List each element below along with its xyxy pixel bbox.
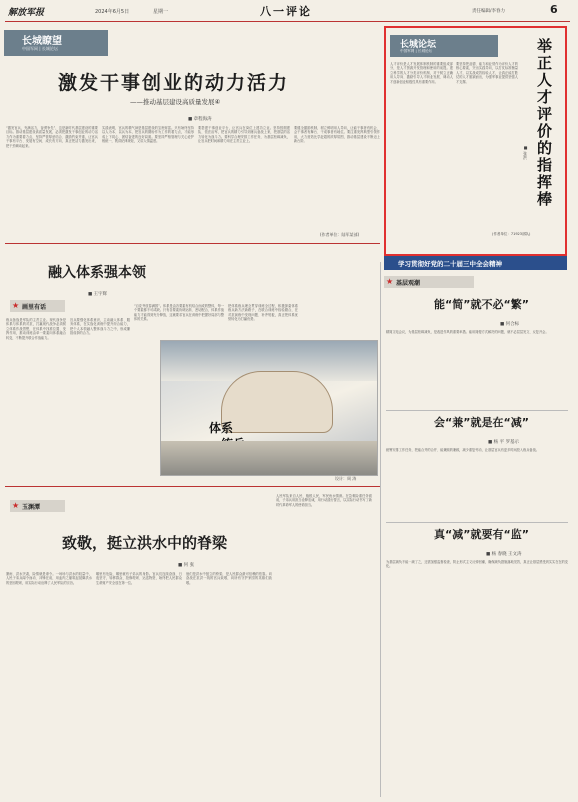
right-forum-byline: ■ 张洪 [523,145,528,160]
lead-byline: ■ 章程海涛 [188,117,212,122]
lower-rule [5,486,380,487]
middle-column-tag [10,300,65,312]
left-brand-title: 长城瞭望 [22,36,62,47]
illustration-hands [221,371,333,433]
lead-subheadline: ——推动基层建设高质量发展④ [130,98,221,106]
right-lower-tag [384,276,474,288]
right-divider-2 [386,522,568,523]
star-icon-3: ★ [386,277,394,286]
right-item-1-headline: 能“简”就不必“繁” [434,298,529,311]
issue-date: 2024年6月5日 [95,9,130,15]
lead-source: (作者单位：陆军某部) [320,232,360,237]
left-brand-banner [4,30,108,56]
lower-body-col4: 人民军队来自人民、植根人民，军民鱼水情深。在急难险重任务面前，子弟兵用担当诠释忠诚，用行动践行誓言，以实际行动书写了新时代革命军人的使命担当。 [276,494,372,507]
right-divider-1 [386,410,568,411]
middle-column-name: 画里有话 [22,304,47,311]
right-forum-source: (作者单位：71923部队) [492,232,531,236]
right-forum-brand-tagline: 中国军网 | 长城论坛 [400,49,433,53]
right-item-1-byline: ■ 何合标 [500,322,520,327]
right-forum-body-col2: 要坚持把品德、能力和业绩作为评价人才的核心要素，突出实践导向，以打仗标准衡量人才，以实战成效检验人才，让真正能打胜仗的人才脱颖而出，为强军事业提供坚强人才支撑。 [456,62,518,84]
right-item-2-body: 统筹安排工作任务，把能合并的合并、能兼顾的兼顾，减少重复劳动，让基层官兵有更多时间投入练兵备战。 [386,448,539,452]
study-banner [384,256,567,270]
middle-byline: ■ 王宇辉 [88,292,108,297]
lower-column-name: 玉渊潭 [22,504,41,511]
column-separator-main [380,262,381,797]
illustration [160,340,378,476]
lower-headline: 致敬，挺立洪水中的脊梁 [62,534,228,552]
left-brand-tagline: 中国军网 | 长城论坛 [22,46,58,51]
right-lower-column-name: 基层观潮 [396,280,421,287]
right-item-3-byline: ■ 杨 春晓 王文涛 [486,552,522,557]
right-item-2-byline: ■ 杨 平 罗基示 [488,440,520,445]
star-icon-2: ★ [12,501,20,510]
illustration-label-1: 体系 [209,421,234,435]
lead-body-col1: “激发官兵，充满活力，奋勇争先”，这是新时代基层建设的重要目标。推动基层建设高质量发展，必须把激发干事创业的动力活力作为重要着力点，坚持严管厚爱结合、激励约束并重，让官兵干事有平台、发展有空间、成长有方向，真正把活力激发出来，把干劲调动起来。 [6,126,98,148]
middle-body-col2: 官兵要强化体系意识，主动融入体系、服务体系，在实战化训练中提升综合能力，把个人本领融入整体战斗力之中，形成攥指成拳的合力。 [70,318,130,336]
right-forum-body-col1: 人才评价是人才发展体制机制的重要组成部分，是人才资源开发管理和使用的前提。建立科学的人才分类评价机制，对于树立正确用人导向、激励引导人才职业发展、调动人才创新创业积极性具有重要作用。 [390,62,453,84]
middle-rule [5,243,380,244]
lead-body-col2: 实践表明，官兵的精气神是基层建设的宝贵财富。只有始终坚持以人为本、以兵为本，把官兵的期盼作为工作的着力点，才能形成上下同心、团结奋进的良好局面。要坚持严格管理与关心爱护相统一，既讲纪律规矩，又讲人情温度。 [102,126,194,144]
issue-weekday: 星期一 [153,9,169,15]
page-number: 6 [550,3,558,16]
lower-body-col1: 暴雨、洪水突袭，险情就是命令。一场场与洪水的较量中，人民子弟兵闻令而动、冲锋在前，用血肉之躯筑起抵御洪水的坚固堤坝，用实际行动诠释了人民军队的宗旨。 [6,572,92,585]
star-icon: ★ [12,301,20,310]
right-forum-brand [390,35,498,57]
right-item-3-headline: 真“减”就要有“监” [434,528,529,541]
middle-body-col4: 把体系练兵理念贯穿训练全过程，积极探索体系练兵新方法新路子，在联合训练中检验磨合，在对抗演练中发现问题、补齐短板，真正把体系优势转化为打赢优势。 [228,304,298,322]
lead-headline: 激发干事创业的动力活力 [58,72,290,94]
right-item-3-body: 为基层减负不能一减了之，还需加强监督检查，防止形式主义反弹回潮，确保减负措施落地见效，真正让基层感受到实实在在的变化。 [386,560,568,569]
lead-body-col4: 要健全激励机制，树立鲜明用人导向，让能干事者有机会、会干事者有舞台、干成事者有地位。要注重发挥典型引领作用，大力营造比学赶超的浓厚氛围，推动基层建设不断迈上新台阶。 [294,126,380,144]
lead-body-col3: 要搭建干事创业平台，让官兵在岗位上建功立业。坚持按纲建队、依法治军，把官兵的精力引导到练兵备战上来，把基层的活力转化为战斗力。要科学合理安排工作任务，为基层松绑减负，让官兵把时间和精力用在主责主业上。 [198,126,290,144]
right-forum-headline: 举正人才评价的指挥棒 [535,38,553,208]
lower-byline: ■ 何 张 [178,563,195,568]
illustration-credit: 设计：周 涛 [335,476,357,481]
middle-headline: 融入体系强本领 [48,265,146,281]
masthead-rule [5,21,570,22]
right-item-2-headline: 会“兼”就是在“减” [434,416,529,429]
middle-body-col3: “百花齐放春满园”。体系是由各要素有机结合而成的整体，每一个要素都不可或缺。只有各要素协调运转、密切配合，体系作战能力才能得到充分释放，这就要求官兵在训练中把握好局部与整体的关系。 [134,304,224,322]
editor-credit: 责任编辑/李春力 [472,9,506,14]
section-name: 八一评论 [260,5,312,18]
paper-name: 解放军报 [8,8,45,18]
lower-body-col3: 他们是洪水中挺立的脊梁，是人民群众最可信赖的依靠。向奋战在抗洪一线的官兵致敬，向所有守护家园的英雄们致敬。 [186,572,272,585]
lower-body-col2: 哪里有危险，哪里就有子弟兵的身影。官兵们连续奋战、日夜坚守，转移群众、抢修堤坝、运送物资，始终把人民群众生命财产安全放在第一位。 [96,572,182,585]
lower-column-tag [10,500,65,512]
right-item-1-body: 精简文电会议，为基层松绑减负，是改进作风的重要举措。能用简便方式解决的问题，就不必层层发文、反复开会。 [386,330,549,334]
middle-body-col1: 练兵备战是军队的主责主业。现代战争是体系与体系的对抗，打赢现代战争必须树立体系作战思想，在体系中找准位置、发挥作用，推动训练由单一要素向体系融合转变，不断提升联合作战能力。 [6,318,66,340]
study-banner-text: 学习贯彻好党的二十届三中全会精神 [398,260,502,268]
right-forum-brand-title: 长城论坛 [400,40,437,50]
illustration-ground [161,441,377,475]
